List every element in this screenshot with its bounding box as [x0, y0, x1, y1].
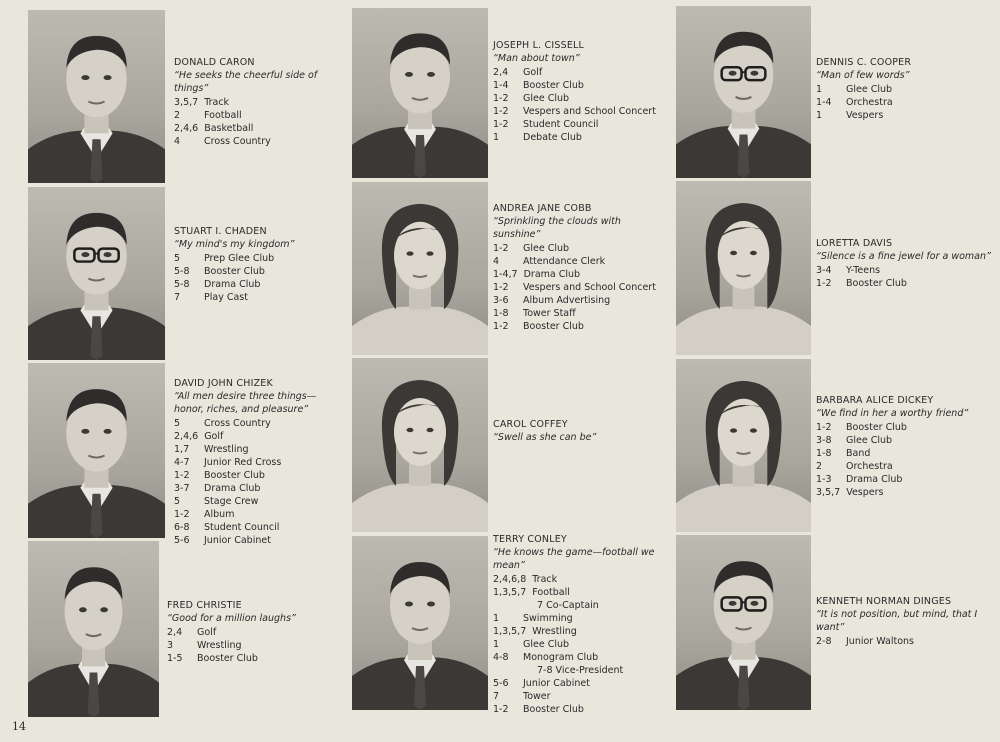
activity-years: 1-2	[174, 470, 190, 481]
activity-name: Monogram Club	[523, 652, 599, 663]
student-name: STUART I. CHADEN	[174, 226, 267, 237]
activity-item	[493, 586, 668, 599]
activity-name: Wrestling	[204, 444, 249, 455]
activity-years: 1-2	[493, 119, 509, 130]
activity-item	[493, 118, 668, 131]
activity-name: Play Cast	[204, 292, 248, 303]
activity-item	[493, 320, 668, 333]
student-quote: “It is not position, but mind, that I want”	[816, 609, 978, 633]
activity-item	[493, 664, 668, 677]
activity-years: 5-6	[174, 535, 190, 546]
activity-years: 1-4,7	[493, 269, 518, 280]
activity-name: Booster Club	[523, 704, 584, 715]
activity-name: Track	[532, 574, 558, 585]
entry-andrea-cobb	[493, 202, 668, 333]
student-quote: “We find in her a worthy friend”	[816, 408, 969, 419]
activity-list	[167, 626, 332, 665]
activity-name: Football	[204, 110, 242, 121]
activity-years: 4-8	[493, 652, 509, 663]
activity-years: 1-2	[816, 278, 832, 289]
activity-item	[174, 495, 334, 508]
activity-years: 3-7	[174, 483, 190, 494]
portrait-image	[352, 182, 488, 355]
activity-name: Stage Crew	[204, 496, 259, 507]
activity-years: 1-2	[493, 282, 509, 293]
activity-name: Glee Club	[523, 639, 570, 650]
activity-name: Booster Club	[846, 278, 907, 289]
activity-name: Attendance Clerk	[523, 256, 606, 267]
activity-name: Orchestra	[846, 97, 893, 108]
activity-item	[816, 635, 991, 648]
portrait-loretta-davis	[676, 181, 811, 355]
activity-name: Prep Glee Club	[204, 253, 275, 264]
portrait-image	[28, 10, 165, 183]
activity-years: 3-6	[493, 295, 509, 306]
activity-years: 2,4,6	[174, 123, 199, 134]
activity-item	[493, 131, 668, 144]
activity-name: Junior Red Cross	[204, 457, 282, 468]
portrait-image	[352, 358, 488, 532]
activity-item	[174, 122, 334, 135]
activity-name: Track	[204, 97, 230, 108]
activity-years	[493, 599, 531, 612]
activity-item	[493, 281, 668, 294]
activity-name: Tower Staff	[523, 308, 576, 319]
portrait-stuart-chaden	[28, 187, 165, 360]
activity-name: Booster Club	[204, 470, 265, 481]
student-name: CAROL COFFEY	[493, 419, 568, 430]
activity-list	[174, 417, 334, 547]
activity-list	[493, 242, 668, 333]
activity-name: Golf	[523, 67, 543, 78]
activity-item	[174, 265, 334, 278]
entry-barbara-dickey	[816, 394, 991, 499]
activity-name: Golf	[204, 431, 224, 442]
activity-years: 1,3,5,7	[493, 587, 527, 598]
student-name: LORETTA DAVIS	[816, 238, 893, 249]
activity-item	[493, 242, 668, 255]
activity-name: Booster Club	[204, 266, 265, 277]
activity-item	[174, 482, 334, 495]
activity-years: 7	[493, 691, 500, 702]
activity-years: 3	[167, 640, 174, 651]
student-name: ANDREA JANE COBB	[493, 203, 592, 214]
activity-name: Glee Club	[846, 435, 893, 446]
activity-item	[493, 703, 668, 716]
activity-years: 1-5	[167, 653, 183, 664]
activity-name: Vespers	[846, 487, 884, 498]
entry-kenneth-dinges	[816, 595, 991, 648]
activity-name: Booster Club	[197, 653, 258, 664]
portrait-kenneth-dinges	[676, 535, 811, 710]
entry-loretta-davis	[816, 237, 991, 290]
activity-years: 5	[174, 418, 181, 429]
activity-years: 1-2	[493, 704, 509, 715]
activity-years: 5-8	[174, 266, 190, 277]
student-quote: “Silence is a fine jewel for a woman”	[816, 251, 991, 262]
activity-name: 7 Co-Captain	[537, 600, 599, 611]
activity-list	[174, 96, 334, 148]
activity-years: 1-3	[816, 474, 832, 485]
student-quote: “He seeks the cheerful side of things”	[174, 70, 318, 94]
activity-years: 3-8	[816, 435, 832, 446]
activity-name: Album Advertising	[523, 295, 611, 306]
activity-years: 1,7	[174, 444, 190, 455]
portrait-image	[352, 8, 488, 178]
student-name: BARBARA ALICE DICKEY	[816, 395, 934, 406]
activity-list	[493, 66, 668, 144]
activity-name: Drama Club	[204, 279, 261, 290]
activity-years: 1	[493, 639, 500, 650]
activity-item	[174, 534, 334, 547]
portrait-andrea-cobb	[352, 182, 488, 355]
activity-name: Booster Club	[523, 321, 584, 332]
activity-years: 2	[174, 110, 181, 121]
activity-item	[816, 109, 991, 122]
activity-name: Drama Club	[204, 483, 261, 494]
activity-years: 1-8	[493, 308, 509, 319]
student-quote: “Man about town”	[493, 53, 580, 64]
student-quote: “Good for a million laughs”	[167, 613, 296, 624]
activity-item	[816, 264, 991, 277]
portrait-image	[28, 187, 165, 360]
activity-years: 1-2	[816, 422, 832, 433]
activity-item	[493, 92, 668, 105]
activity-years: 1	[816, 110, 823, 121]
activity-years: 4	[493, 256, 500, 267]
student-quote: “All men desire three things—honor, riches, and pleasure”	[174, 391, 317, 415]
activity-item	[174, 417, 334, 430]
activity-item	[816, 434, 991, 447]
activity-years: 1-8	[816, 448, 832, 459]
activity-name: Vespers and School Concert	[523, 106, 656, 117]
portrait-image	[352, 536, 488, 710]
activity-years: 6-8	[174, 522, 190, 533]
activity-years: 2	[816, 461, 823, 472]
activity-item	[816, 421, 991, 434]
activity-name: Vespers	[846, 110, 884, 121]
activity-name: Cross Country	[204, 136, 271, 147]
activity-years: 2-8	[816, 636, 832, 647]
activity-years: 3-4	[816, 265, 832, 276]
entry-dennis-cooper	[816, 56, 991, 122]
activity-list	[816, 421, 991, 499]
activity-item	[816, 447, 991, 460]
activity-name: Band	[846, 448, 871, 459]
activity-item	[816, 277, 991, 290]
activity-item	[174, 508, 334, 521]
activity-name: Drama Club	[523, 269, 581, 280]
activity-item	[493, 66, 668, 79]
activity-item	[493, 294, 668, 307]
activity-item	[493, 255, 668, 268]
entry-carol-coffey	[493, 418, 668, 445]
activity-years: 2,4,6	[174, 431, 199, 442]
activity-item	[493, 105, 668, 118]
activity-item	[174, 291, 334, 304]
activity-name: Wrestling	[197, 640, 242, 651]
activity-name: Album	[204, 509, 235, 520]
portrait-dennis-cooper	[676, 6, 811, 178]
activity-years: 2,4,6,8	[493, 574, 527, 585]
activity-years: 1-4	[493, 80, 509, 91]
student-name: FRED CHRISTIE	[167, 600, 242, 611]
portrait-image	[676, 181, 811, 355]
activity-years: 5	[174, 496, 181, 507]
activity-years: 4	[174, 136, 181, 147]
activity-name: Junior Cabinet	[523, 678, 590, 689]
entry-fred-christie	[167, 599, 332, 665]
activity-years: 1-2	[174, 509, 190, 520]
activity-item	[174, 521, 334, 534]
portrait-image	[28, 541, 159, 717]
activity-years: 7	[174, 292, 181, 303]
student-name: KENNETH NORMAN DINGES	[816, 596, 952, 607]
student-name: DENNIS C. COOPER	[816, 57, 912, 68]
activity-name: Tower	[523, 691, 551, 702]
activity-item	[493, 690, 668, 703]
activity-years: 5	[174, 253, 181, 264]
student-quote: “My mind's my kingdom”	[174, 239, 295, 250]
activity-item	[816, 486, 991, 499]
activity-name: Debate Club	[523, 132, 582, 143]
activity-item	[174, 278, 334, 291]
portrait-image	[28, 363, 165, 538]
activity-item	[816, 96, 991, 109]
activity-list	[174, 252, 334, 304]
activity-years: 2,4	[493, 67, 509, 78]
activity-item	[174, 456, 334, 469]
activity-name: Cross Country	[204, 418, 271, 429]
activity-name: Booster Club	[523, 80, 584, 91]
activity-item	[174, 252, 334, 265]
activity-item	[493, 79, 668, 92]
entry-david-chizek	[174, 377, 334, 547]
activity-item	[174, 430, 334, 443]
activity-item	[167, 652, 332, 665]
activity-item	[816, 83, 991, 96]
activity-item	[174, 96, 334, 109]
activity-name: Y-Teens	[846, 265, 881, 276]
student-name: DAVID JOHN CHIZEK	[174, 378, 273, 389]
student-name: JOSEPH L. CISSELL	[493, 40, 585, 51]
activity-item	[174, 109, 334, 122]
portrait-image	[676, 535, 811, 710]
entry-terry-conley	[493, 533, 668, 716]
activity-name: Junior Cabinet	[204, 535, 271, 546]
page-number: 14	[12, 720, 26, 733]
activity-years: 1	[493, 132, 500, 143]
activity-item	[816, 460, 991, 473]
activity-item	[493, 612, 668, 625]
activity-name: Orchestra	[846, 461, 893, 472]
activity-name: Drama Club	[846, 474, 903, 485]
activity-years: 3,5,7	[816, 487, 841, 498]
activity-name: Glee Club	[846, 84, 893, 95]
student-quote: “Man of few words”	[816, 70, 910, 81]
activity-name: Basketball	[204, 123, 254, 134]
portrait-joseph-cissell	[352, 8, 488, 178]
activity-years: 2,4	[167, 627, 183, 638]
portrait-barbara-dickey	[676, 359, 811, 532]
activity-years: 1-2	[493, 93, 509, 104]
activity-years: 5-8	[174, 279, 190, 290]
student-quote: “He knows the game—football we mean”	[493, 547, 655, 571]
student-quote: “Sprinkling the clouds with sunshine”	[493, 216, 621, 240]
activity-item	[493, 599, 668, 612]
activity-name: 7-8 Vice-President	[537, 665, 624, 676]
activity-item	[493, 638, 668, 651]
portrait-image	[676, 359, 811, 532]
activity-name: Glee Club	[523, 93, 570, 104]
student-quote: “Swell as she can be”	[493, 432, 597, 443]
activity-item	[174, 443, 334, 456]
portrait-fred-christie	[28, 541, 159, 717]
activity-item	[493, 625, 668, 638]
activity-years: 1	[493, 613, 500, 624]
activity-years: 1	[816, 84, 823, 95]
activity-name: Vespers and School Concert	[523, 282, 656, 293]
activity-years: 1,3,5,7	[493, 626, 527, 637]
activity-item	[167, 626, 332, 639]
portrait-image	[676, 6, 811, 178]
activity-name: Junior Waltons	[846, 636, 914, 647]
activity-item	[167, 639, 332, 652]
activity-list	[816, 83, 991, 122]
activity-years: 5-6	[493, 678, 509, 689]
student-name: DONALD CARON	[174, 57, 255, 68]
activity-list	[493, 573, 668, 716]
entry-stuart-chaden	[174, 225, 334, 304]
activity-name: Wrestling	[532, 626, 577, 637]
activity-name: Swimming	[523, 613, 573, 624]
activity-item	[816, 473, 991, 486]
activity-item	[493, 651, 668, 664]
student-name: TERRY CONLEY	[493, 534, 567, 545]
activity-list	[816, 264, 991, 290]
entry-joseph-cissell	[493, 39, 668, 144]
portrait-donald-caron	[28, 10, 165, 183]
activity-years: 3,5,7	[174, 97, 199, 108]
activity-years: 4-7	[174, 457, 190, 468]
portrait-carol-coffey	[352, 358, 488, 532]
activity-item	[174, 135, 334, 148]
activity-years: 1-4	[816, 97, 832, 108]
activity-name: Golf	[197, 627, 217, 638]
activity-item	[493, 307, 668, 320]
activity-item	[493, 268, 668, 281]
activity-item	[174, 469, 334, 482]
activity-years: 1-2	[493, 321, 509, 332]
activity-years: 1-2	[493, 106, 509, 117]
activity-name: Student Council	[204, 522, 280, 533]
activity-name: Football	[532, 587, 570, 598]
activity-name: Booster Club	[846, 422, 907, 433]
entry-donald-caron	[174, 56, 334, 148]
activity-years	[493, 664, 531, 677]
activity-list	[816, 635, 991, 648]
activity-name: Glee Club	[523, 243, 570, 254]
activity-name: Student Council	[523, 119, 599, 130]
portrait-terry-conley	[352, 536, 488, 710]
activity-item	[493, 677, 668, 690]
portrait-david-chizek	[28, 363, 165, 538]
activity-years: 1-2	[493, 243, 509, 254]
activity-item	[493, 573, 668, 586]
